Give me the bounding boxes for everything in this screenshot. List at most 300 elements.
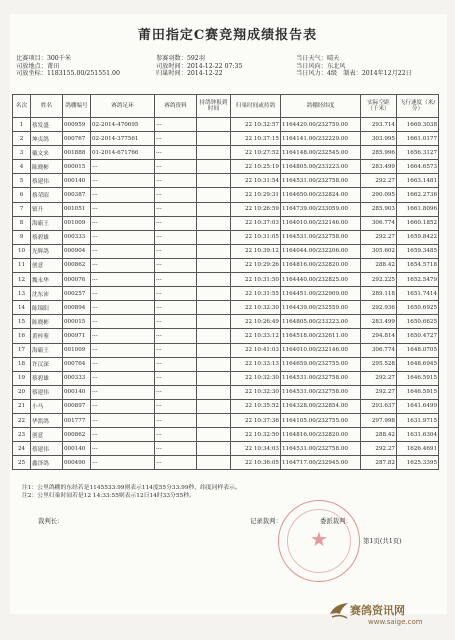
- table-cell: ---: [155, 343, 197, 357]
- table-cell: 16: [13, 329, 31, 343]
- table-cell: 1164105.00/232755.00: [281, 413, 361, 427]
- table-cell: 创意: [31, 258, 63, 272]
- table-row: [13, 160, 439, 174]
- table-cell: 1164420.00/232759.00: [281, 118, 361, 132]
- table-cell: ---: [155, 230, 197, 244]
- column-header: 实际空距（千米）: [361, 95, 397, 118]
- table-cell: ---: [91, 301, 155, 315]
- table-row: [13, 329, 439, 343]
- table-cell: 陈晓彬: [31, 315, 63, 329]
- table-cell: 22 10:41:03: [231, 343, 281, 357]
- table-cell: 22 10:37:03: [231, 216, 281, 230]
- table-cell: [197, 329, 231, 343]
- table-cell: 1164010.00/232146.00: [281, 343, 361, 357]
- table-cell: ---: [91, 174, 155, 188]
- table-cell: 蔡建伟: [31, 442, 63, 456]
- table-cell: 17: [13, 343, 31, 357]
- table-cell: 7: [13, 202, 31, 216]
- table-cell: 10: [13, 244, 31, 258]
- table-cell: ---: [91, 287, 155, 301]
- table-cell: 1164805.00/233223.00: [281, 160, 361, 174]
- table-cell: 1164044.00/232206.00: [281, 244, 361, 258]
- table-cell: 000959: [63, 118, 91, 132]
- table-cell: 11: [13, 258, 31, 272]
- notes: [22, 485, 442, 500]
- table-cell: ---: [91, 428, 155, 442]
- table-cell: 1661.8096: [397, 202, 439, 216]
- table-row: [13, 146, 439, 160]
- table-cell: 1164531.00/232758.00: [281, 371, 361, 385]
- table-cell: 13: [13, 287, 31, 301]
- table-cell: 1164148.00/232545.00: [281, 146, 361, 160]
- table-cell: 鑫泽鸽: [31, 456, 63, 470]
- table-cell: 22 10:31:55: [231, 287, 281, 301]
- table-cell: 魏永华: [31, 273, 63, 287]
- table-cell: ---: [155, 301, 197, 315]
- table-cell: 22 10:26:49: [231, 315, 281, 329]
- table-cell: 297.998: [361, 413, 397, 427]
- table-row: [13, 273, 439, 287]
- table-cell: 000490: [63, 456, 91, 470]
- table-cell: 1646.5915: [397, 371, 439, 385]
- table-row: [13, 230, 439, 244]
- table-cell: [197, 413, 231, 427]
- table-cell: 000076: [63, 273, 91, 287]
- table-cell: ---: [155, 273, 197, 287]
- table-cell: 12: [13, 273, 31, 287]
- table-cell: 1663.1481: [397, 174, 439, 188]
- table-cell: 306.774: [361, 216, 397, 230]
- table-cell: 295.528: [361, 357, 397, 371]
- table-cell: 288.42: [361, 258, 397, 272]
- table-cell: ---: [91, 371, 155, 385]
- table-cell: ---: [91, 273, 155, 287]
- table-cell: 001888: [63, 146, 91, 160]
- table-cell: 1625.3395: [397, 456, 439, 470]
- table-cell: 蔡建伟: [31, 385, 63, 399]
- table-cell: [197, 301, 231, 315]
- table-row: [13, 315, 439, 329]
- table-cell: 1631.6304: [397, 428, 439, 442]
- table-cell: 8: [13, 216, 31, 230]
- official-seal-stamp: [278, 500, 360, 582]
- table-cell: 创意: [31, 428, 63, 442]
- table-cell: ---: [91, 244, 155, 258]
- table-cell: 海霸王: [31, 343, 63, 357]
- table-cell: ---: [155, 174, 197, 188]
- table-cell: 000897: [63, 399, 91, 413]
- table-cell: 海霸王: [31, 216, 63, 230]
- table-cell: 1164531.00/232758.00: [281, 230, 361, 244]
- table-cell: 1626.4691: [397, 442, 439, 456]
- table-cell: 1164816.00/232820.00: [281, 428, 361, 442]
- table-row: [13, 357, 439, 371]
- table-cell: 1656.3127: [397, 146, 439, 160]
- table-cell: ---: [155, 146, 197, 160]
- table-cell: 000862: [63, 258, 91, 272]
- table-cell: 坤贞鸽: [31, 132, 63, 146]
- table-cell: 1652.5479: [397, 273, 439, 287]
- table-cell: ---: [91, 357, 155, 371]
- table-cell: 22 10:31:54: [231, 174, 281, 188]
- table-cell: ---: [155, 244, 197, 258]
- table-cell: 1164816.00/232820.00: [281, 258, 361, 272]
- table-cell: 22 10:39:12: [231, 244, 281, 258]
- table-cell: ---: [155, 385, 197, 399]
- table-cell: 22 10:31:05: [231, 230, 281, 244]
- table-cell: 1660.1852: [397, 216, 439, 230]
- race-info-row-3: 司放坐标：1183155.00/251551.00 归巢时间：2014-12-22 当日风力：4级 制表：2014年12月22日: [16, 70, 412, 78]
- table-cell: ---: [155, 132, 197, 146]
- table-cell: 22 10:35:52: [231, 399, 281, 413]
- column-header: 姓名: [31, 95, 63, 118]
- table-cell: [197, 146, 231, 160]
- table-cell: 22 10:33:12: [231, 329, 281, 343]
- table-cell: [197, 258, 231, 272]
- column-header: 鸽棚经纬度: [281, 95, 361, 118]
- table-cell: 001009: [63, 343, 91, 357]
- logo-url: www.saige.com: [368, 618, 423, 626]
- table-cell: [197, 456, 231, 470]
- race-info-row-1: 比赛项目：300千米 参赛羽数：592羽 当日天气：晴天: [16, 55, 340, 62]
- report-title: 莆田指定C赛竞翔成绩报告表: [137, 28, 318, 43]
- table-cell: 1654.5718: [397, 258, 439, 272]
- table-cell: ---: [91, 258, 155, 272]
- table-cell: [197, 442, 231, 456]
- table-row: [13, 188, 439, 202]
- table-cell: [197, 160, 231, 174]
- table-row: [13, 202, 439, 216]
- table-row: [13, 118, 439, 132]
- table-cell: 1664.6573: [397, 160, 439, 174]
- table-cell: ---: [155, 188, 197, 202]
- table-cell: 蔡发盛: [31, 118, 63, 132]
- table-cell: ---: [91, 329, 155, 343]
- table-cell: 292.27: [361, 174, 397, 188]
- table-cell: 000015: [63, 315, 91, 329]
- table-cell: 1659.3485: [397, 244, 439, 258]
- table-cell: 285.996: [361, 146, 397, 160]
- table-cell: 287.82: [361, 456, 397, 470]
- table-cell: 000257: [63, 287, 91, 301]
- table-cell: 1164717.00/232945.00: [281, 456, 361, 470]
- table-cell: 000333: [63, 230, 91, 244]
- table-cell: ---: [155, 287, 197, 301]
- table-cell: ---: [91, 456, 155, 470]
- table-cell: ---: [91, 343, 155, 357]
- table-cell: ---: [155, 258, 197, 272]
- table-cell: [197, 287, 231, 301]
- table-cell: 1164739.00/233059.00: [281, 202, 361, 216]
- table-cell: 000767: [63, 132, 91, 146]
- table-cell: 22 10:33:13: [231, 357, 281, 371]
- table-row: [13, 287, 439, 301]
- table-cell: [197, 132, 231, 146]
- table-cell: 22 10:27:52: [231, 146, 281, 160]
- table-cell: 1164531.00/232758.00: [281, 385, 361, 399]
- table-cell: ---: [155, 202, 197, 216]
- table-cell: 22 10:29:26: [231, 258, 281, 272]
- table-cell: 1: [13, 118, 31, 132]
- table-cell: ---: [91, 188, 155, 202]
- table-cell: 303.995: [361, 132, 397, 146]
- table-row: [13, 301, 439, 315]
- table-cell: 陈锦阳: [31, 301, 63, 315]
- table-cell: 001051: [63, 202, 91, 216]
- table-cell: 1648.6945: [397, 357, 439, 371]
- table-cell: 02-2014-377561: [91, 132, 155, 146]
- table-cell: 1164531.00/232758.00: [281, 442, 361, 456]
- table-cell: 283.499: [361, 315, 397, 329]
- table-cell: 1650.6625: [397, 315, 439, 329]
- table-cell: 22 10:25:19: [231, 160, 281, 174]
- table-cell: 000140: [63, 385, 91, 399]
- table-cell: 镇升: [31, 202, 63, 216]
- table-row: [13, 413, 439, 427]
- table-cell: 9: [13, 230, 31, 244]
- table-cell: ---: [155, 160, 197, 174]
- table-cell: 华凯鸽: [31, 413, 63, 427]
- table-cell: 1164141.00/232229.00: [281, 132, 361, 146]
- table-cell: [197, 371, 231, 385]
- wind-force: 4级: [326, 70, 338, 78]
- table-cell: ---: [155, 399, 197, 413]
- table-cell: 22 10:31:50: [231, 273, 281, 287]
- recorder-signature: 记录裁判：: [250, 517, 282, 525]
- table-cell: ---: [155, 442, 197, 456]
- table-cell: ---: [91, 399, 155, 413]
- release-place: 莆田: [46, 62, 60, 70]
- column-header: 赛鸽资料: [155, 95, 197, 118]
- table-cell: 蔡碧雄: [31, 371, 63, 385]
- table-cell: 15: [13, 315, 31, 329]
- note-2: 注2：公里归巢时间若是12 14:33:55则表示12日14时33分55秒。: [22, 492, 195, 499]
- table-cell: 1164650.00/232824.00: [281, 188, 361, 202]
- table-cell: 蔡建伟: [31, 174, 63, 188]
- table-cell: 14: [13, 301, 31, 315]
- table-cell: 000140: [63, 442, 91, 456]
- table-cell: 1164518.00/232611.00: [281, 329, 361, 343]
- table-cell: 许汉深: [31, 357, 63, 371]
- table-cell: 3: [13, 146, 31, 160]
- table-cell: 1164659.00/232755.00: [281, 357, 361, 371]
- table-cell: 1164531.00/232758.00: [281, 174, 361, 188]
- results-table: [12, 94, 439, 470]
- table-cell: 2: [13, 132, 31, 146]
- referee-signature: 裁判长：: [38, 517, 64, 525]
- table-cell: 305.602: [361, 244, 397, 258]
- pigeon-icon: [328, 600, 350, 622]
- table-cell: ---: [155, 371, 197, 385]
- table-cell: ---: [155, 413, 197, 427]
- table-row: [13, 343, 439, 357]
- table-cell: 1650.6925: [397, 301, 439, 315]
- table-cell: 陈晓彬: [31, 160, 63, 174]
- table-cell: [197, 273, 231, 287]
- table-cell: ---: [91, 315, 155, 329]
- table-row: [13, 216, 439, 230]
- table-cell: 4: [13, 160, 31, 174]
- table-cell: 1641.6499: [397, 399, 439, 413]
- table-cell: 1646.5915: [397, 385, 439, 399]
- table-cell: [197, 428, 231, 442]
- table-cell: ---: [91, 216, 155, 230]
- table-cell: 黄梓鉴: [31, 329, 63, 343]
- table-cell: 1651.7414: [397, 287, 439, 301]
- weather: 晴天: [326, 55, 340, 62]
- table-cell: ---: [155, 428, 197, 442]
- wind-direction: 东北风: [326, 62, 346, 70]
- table-row: [13, 442, 439, 456]
- table-cell: ---: [155, 118, 197, 132]
- logo-brand: 赛鸽资讯网: [350, 604, 405, 617]
- table-cell: 蔡荣昭: [31, 188, 63, 202]
- table-cell: 306.774: [361, 343, 397, 357]
- table-cell: ---: [155, 329, 197, 343]
- table-cell: 000764: [63, 357, 91, 371]
- table-cell: 1648.0705: [397, 343, 439, 357]
- star-icon: ★: [310, 527, 328, 551]
- release-coords: 1183155.00/251551.00: [46, 70, 120, 78]
- table-cell: [197, 188, 231, 202]
- table-cell: [197, 230, 231, 244]
- table-cell: ---: [155, 456, 197, 470]
- race-name: 300千米: [46, 55, 72, 62]
- table-row: [13, 174, 439, 188]
- table-cell: 沈东沛: [31, 287, 63, 301]
- table-cell: 1164805.00/233223.00: [281, 315, 361, 329]
- table-cell: 19: [13, 371, 31, 385]
- table-cell: 000862: [63, 428, 91, 442]
- table-row: [13, 244, 439, 258]
- table-cell: 000904: [63, 244, 91, 258]
- table-cell: 22 10:32:30: [231, 385, 281, 399]
- table-cell: 000333: [63, 371, 91, 385]
- table-cell: [197, 399, 231, 413]
- table-header-row: [13, 95, 439, 118]
- table-cell: [197, 202, 231, 216]
- table-body: [13, 118, 439, 470]
- table-cell: 1164439.00/232559.00: [281, 301, 361, 315]
- column-header: 归巢时间或持鸽: [231, 95, 281, 118]
- note-1: 注1：公里鸽棚的东经若是1145533.99则表示114度55分33.99秒，纬度同样表示。: [22, 485, 241, 491]
- table-cell: 25: [13, 456, 31, 470]
- entries-count: 592羽: [186, 55, 205, 62]
- table-row: [13, 385, 439, 399]
- table-cell: 292.27: [361, 230, 397, 244]
- column-header: 名次: [13, 95, 31, 118]
- table-cell: 1659.8422: [397, 230, 439, 244]
- table-cell: [197, 315, 231, 329]
- table-cell: 000894: [63, 301, 91, 315]
- table-row: [13, 456, 439, 470]
- table-cell: 1661.0177: [397, 132, 439, 146]
- column-header: 飞行速度（米/分）: [397, 95, 439, 118]
- table-cell: [197, 385, 231, 399]
- table-cell: 02-2014-470695: [91, 118, 155, 132]
- table-cell: [197, 174, 231, 188]
- table-cell: ---: [155, 216, 197, 230]
- table-cell: 22 10:37:15: [231, 132, 281, 146]
- table-cell: 24: [13, 442, 31, 456]
- committee-signature: 委派裁判：: [320, 517, 352, 525]
- table-cell: 001777: [63, 413, 91, 427]
- table-cell: 1164440.00/232825.00: [281, 273, 361, 287]
- made-date: 2014年12月22日: [361, 70, 412, 78]
- table-cell: 22 10:32:30: [231, 371, 281, 385]
- table-row: [13, 428, 439, 442]
- table-cell: 292.27: [361, 371, 397, 385]
- table-cell: 20: [13, 385, 31, 399]
- table-cell: 23: [13, 428, 31, 442]
- table-cell: 292.936: [361, 301, 397, 315]
- table-cell: ---: [91, 385, 155, 399]
- table-cell: [197, 343, 231, 357]
- table-row: [13, 399, 439, 413]
- table-cell: 290.095: [361, 188, 397, 202]
- return-date: 2014-12-22: [186, 70, 223, 78]
- race-info-row-2: 司放地点：莆田 司放时间：2014-12-22 07:35 当日风向：东北风: [16, 62, 346, 70]
- table-cell: 1164328.00/232854.00: [281, 399, 361, 413]
- table-cell: 22: [13, 413, 31, 427]
- table-row: [13, 132, 439, 146]
- table-cell: ---: [91, 202, 155, 216]
- table-cell: 000140: [63, 174, 91, 188]
- table-cell: 1650.4727: [397, 329, 439, 343]
- release-time: 2014-12-22 07:35: [186, 62, 243, 70]
- table-cell: [197, 244, 231, 258]
- table-cell: 22 10:32:30: [231, 301, 281, 315]
- table-cell: 293.637: [361, 399, 397, 413]
- table-cell: 光辉鸽: [31, 244, 63, 258]
- table-cell: 5: [13, 174, 31, 188]
- table-cell: 21: [13, 399, 31, 413]
- table-cell: 000971: [63, 329, 91, 343]
- table-cell: 22 10:32:57: [231, 118, 281, 132]
- table-cell: 01-2014-671766: [91, 146, 155, 160]
- table-cell: ---: [91, 413, 155, 427]
- table-cell: 22 10:34:03: [231, 442, 281, 456]
- race-info: [16, 55, 441, 78]
- table-cell: 285.903: [361, 202, 397, 216]
- table-cell: 18: [13, 357, 31, 371]
- table-cell: 289.118: [361, 287, 397, 301]
- table-cell: 1164010.00/232146.00: [281, 216, 361, 230]
- column-header: 持鸽钟报到时间: [197, 95, 231, 118]
- table-cell: ---: [91, 230, 155, 244]
- table-cell: 戴文来: [31, 146, 63, 160]
- table-cell: 293.714: [361, 118, 397, 132]
- table-cell: 001009: [63, 216, 91, 230]
- table-row: [13, 258, 439, 272]
- table-cell: 000015: [63, 160, 91, 174]
- table-cell: 288.42: [361, 428, 397, 442]
- table-cell: 292.27: [361, 442, 397, 456]
- table-cell: 1164451.00/232909.00: [281, 287, 361, 301]
- table-cell: 蔡碧雄: [31, 230, 63, 244]
- site-logo: [328, 598, 448, 636]
- table-row: [13, 371, 439, 385]
- column-header: 鸽棚编号: [63, 95, 91, 118]
- table-cell: 小马: [31, 399, 63, 413]
- column-header: 赛鸽足环: [91, 95, 155, 118]
- table-cell: 283.499: [361, 160, 397, 174]
- table-cell: [197, 216, 231, 230]
- table-cell: 1631.9715: [397, 413, 439, 427]
- table-cell: 22 10:32:50: [231, 428, 281, 442]
- table-cell: ---: [155, 357, 197, 371]
- table-cell: ---: [91, 160, 155, 174]
